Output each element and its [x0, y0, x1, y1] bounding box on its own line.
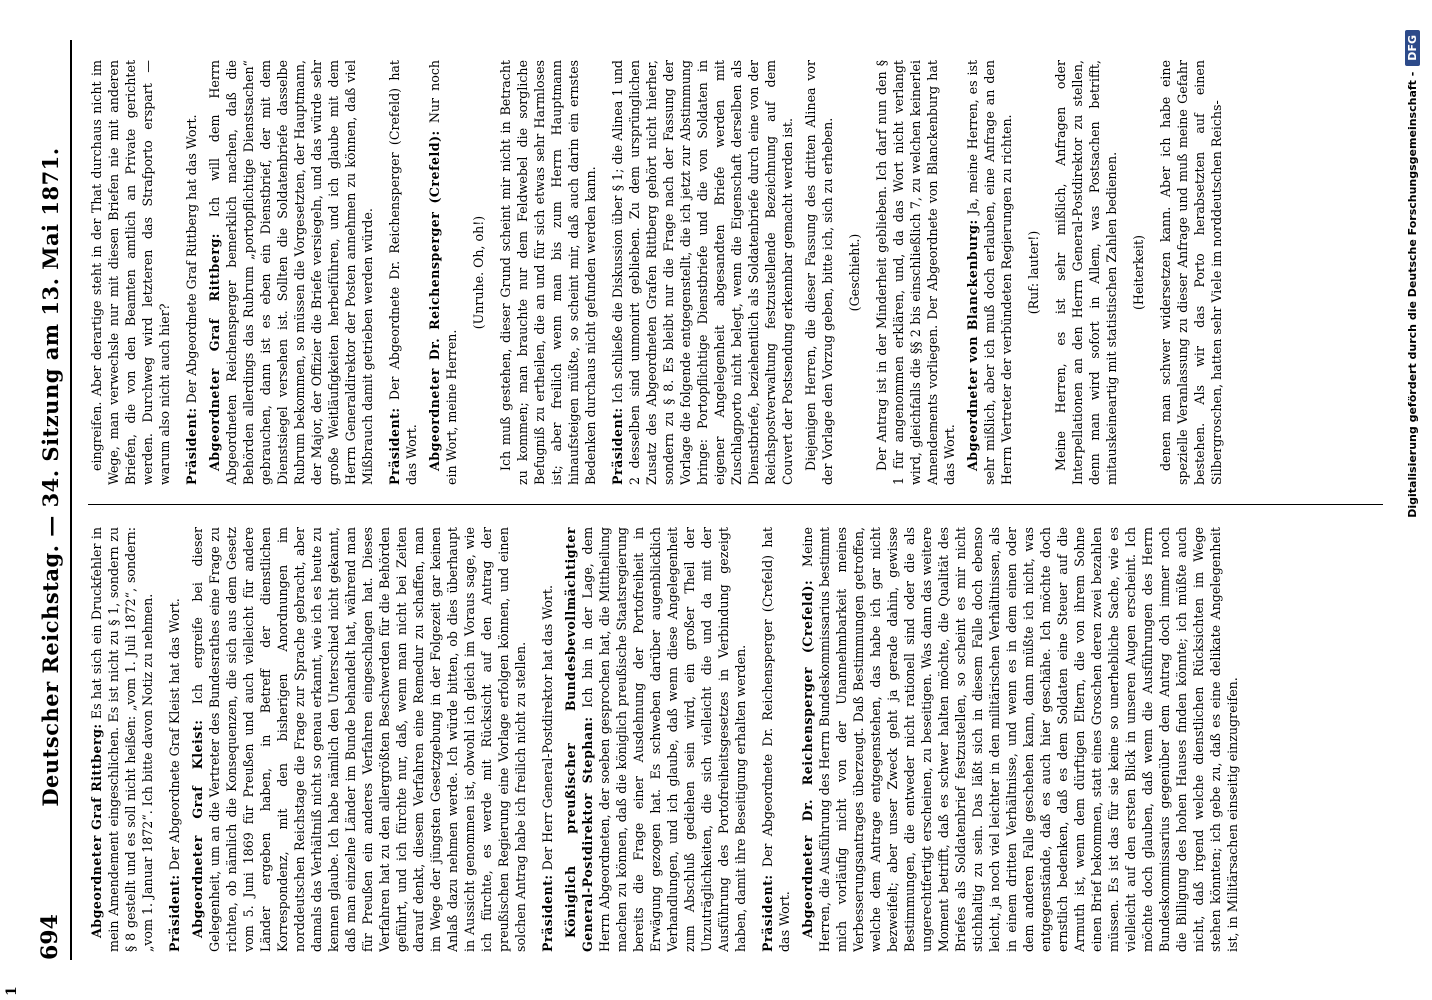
speech-text: Der Antrag ist in der Minderheit geblieben. Ich darf nun den § 1 für angenommen erklären, und, da das Wort nicht verlangt wird, gleichfalls die §§ 2 bis einschließlich 7, zu welchen keinerlei Amendements vorliegen. Der Abgeordnete von Blanckenburg hat das Wort.: [874, 60, 957, 485]
president-label: Präsident:: [760, 874, 775, 952]
paragraph: [802, 60, 836, 485]
speech-text: Ich will dem Herrn Abgeordneten Reichensperger bemerklich machen, daß die Behörden allerdings das Rubrum „portopflichtige Dienstsachen“ gebrauchen, dann ist es eben ein Dienstbrief, der mit dem Dienstsiegel versehen ist. Sollten die Soldatenbriefe dasselbe Rubrum bekommen, so müssen die Vorgesetzten, der Hauptmann, der Major, der Offizier die Briefe versiegeln, und das würde sehr große Weitläufigkeiten herbeiführen, und ich glaube mit dem Herrn Generaldirektor der Posten annehmen zu können, daß viel Mißbrauch damit getrieben werden würde.: [207, 60, 375, 485]
president-label: Präsident:: [387, 407, 402, 485]
speaker-name: Abgeordneter Dr. Reichensperger (Crefeld):: [800, 579, 815, 938]
speaker-name: Königlich preußischer Bundesbevollmächtigter General-Postdirektor Stephan:: [563, 527, 595, 952]
speech-text: Der Abgeordnete Graf Rittberg hat das Wort.: [184, 114, 199, 404]
speaker-name: Abgeordneter von Blanckenburg:: [965, 219, 980, 471]
paragraph: [166, 527, 183, 952]
dfg-logo: DFG: [1405, 30, 1420, 66]
funding-watermark: [1400, 30, 1424, 970]
speech-text: Der Abgeordnete Dr. Reichensperger (Crefeld) hat das Wort.: [760, 527, 792, 952]
paragraph: [88, 527, 156, 952]
paragraph: [88, 60, 173, 485]
president-label: Präsident:: [540, 874, 555, 952]
speaker-name: Abgeordneter Graf Kleist:: [190, 719, 205, 938]
speech-text: Ja, meine Herren, es ist sehr mißlich, aber ich muß doch erlauben, eine Anfrage an den Herrn Vertreter der verbündeten Regierungen zu richten.: [965, 60, 1014, 485]
speaker-name: Abgeordneter Graf Rittberg:: [207, 233, 222, 471]
speech-text: eingreifen. Aber derartige steht in der That durchaus nicht im Wege, man verwechsle nur mit diesen Briefen nie mit anderen Briefen, die von den Beamten amtlich an Private gerichtet werden. Durchweg wird letzteren das Strafporto erspart — warum also nicht auch hier?: [89, 60, 172, 485]
watermark-text: Digitalisierung gefördert durch die Deutsche Forschungsgemeinschaft -: [1405, 71, 1419, 518]
right-column: [88, 60, 1383, 485]
stage-direction: (Ruf: lauter!): [1026, 230, 1041, 315]
paragraph: [1157, 60, 1225, 485]
speech-text: Ich schließe die Diskussion über § 1; die Alinea 1 und 2 desselben sind unmonirt geblieben. Zu dem ursprünglichen Zusatz des Abgeordneten Grafen Rittberg gehört nicht hierher, sondern zu § 8. Es bleibt nur die Frage nach der Fassung der Vorlage die folgende entgegenstellt, die ich jetzt zur Abstimmung bringe: Portopflichtige Dienstbriefe und die von Soldaten in eigener Angelegenheit abgesandten Briefe werden mit Zuschlagporto nicht belegt, wenn die Eigenschaft derselben als Dienstbriefe, beziehentlich als Soldatenbriefe durch eine von der Reichspostverwaltung festzustellende Bezeichnung auf dem Couvert der Postsendung erkennbar gemacht werden ist.: [610, 60, 795, 485]
paragraph: [562, 527, 749, 952]
speech-text: Meine Herren, die Ausführung des Herrn Bundeskommissarius bestimmt mich vorläufig nicht von der Unannehmbarkeit meines Verbesserungsantrages überzeugt. Daß Bestimmungen getroffen, welche dem Antrage entgegenstehen, das habe ich gar nicht bezweifelt; aber unser Zweck geht ja gerade dahin, gewisse Bestimmungen, die entweder nicht rationell sind oder die als ungerechtfertigt erscheinen, zu beseitigen. Was dann das weitere Moment betrifft, daß es schwer halten möchte, die Qualität des Briefes als Soldatenbrief festzustellen, so scheint es mir nicht stichhaltig zu sein. Das läßt sich in diesem Falle doch ebenso leicht, ja noch viel leichter in den militärischen Verhältnissen, als in einem dritten Verhältnisse, und wenn es in dem einen oder dem anderen Falle geschehen kann, dann müßte ich nicht, was entgegenstände, daß es auch hier geschähe. Ich möchte doch ernstlich bedenken, daß es dem Soldaten eine Steuer auf die Armuth ist, wenn dem dürftigen Eltern, die von ihrem Sohne einen Brief bekommen, statt eines Groschen deren zwei bezahlen müssen. Es ist das für sie keine so unerhebliche Sache, wie es vielleicht auf den ersten Blick in unseren Augen erscheint. Ich möchte doch glauben, daß wenn die Ausführungen des Herrn Bundeskommissarius gegenüber dem Antrag doch immer noch die Billigung des hohen Hauses finden könnte; ich müßte auch nicht, daß irgend welche dienstlichen Rücksichten im Wege stehen könnten; ich gebe zu, daß es eine delikate Angelegenheit ist, in Militärsachen einseitig einzugreifen.: [800, 527, 1240, 952]
speech-text: Der Abgeordnete Graf Kleist hat das Wort.: [167, 598, 182, 871]
stage-direction: (Unruhe. Oh, oh!): [471, 215, 486, 330]
speech-text: Ich muß gestehen, dieser Grund scheint mir nicht in Betracht zu kommen; man brauchte nur dem Feldwebel die sorgliche Befugniß zu ertheilen, die an und für sich etwas sehr Harmloses ist; aber freilich wenn man bis zum Herrn Hauptmann hinaufsteigen müßte, so scheint mir, daß auch darin ein ernstes Bedenken durchaus nicht gefunden werden kann.: [498, 60, 598, 485]
president-label: Präsident:: [184, 407, 199, 485]
paragraph: [873, 60, 958, 485]
speech-text: Der Herr General-Postdirektor hat das Wort.: [540, 585, 555, 871]
president-label: Präsident:: [610, 407, 625, 485]
paragraph: [1052, 60, 1120, 485]
speech-text: Nur noch ein Wort, meine Herren.: [427, 60, 459, 485]
left-column: [88, 527, 1383, 952]
speech-text: Es hat sich ein Druckfehler in mein Amendement eingeschlichen. Es ist nicht zu § 1, sondern zu § 8 gestellt und es soll nicht heißen: „vom 1. Juli 1872“, sondern: „vom 1. Januar 1872“. Ich bitte davon Notiz zu nehmen.: [89, 527, 155, 952]
paragraph: [426, 60, 460, 485]
paragraph: [497, 60, 599, 485]
speech-text: Diejenigen Herren, die dieser Fassung des dritten Alinea vor der Vorlage den Vorzug geben, bitte ich, sich zu erheben.: [803, 60, 835, 485]
paragraph: [206, 60, 376, 485]
corner-mark: 1: [4, 986, 20, 996]
page-header: [30, 40, 72, 960]
paragraph: [759, 527, 793, 952]
speech-text: denen man schwer widersetzen kann. Aber ich habe eine spezielle Veranlassung zu dieser Anfrage und muß meine Gefahr bestehen. Als wir das Porto herabsetzten auf einen Silbergroschen, hatten sehr Viele im norddeutschen Reichs-: [1158, 60, 1224, 485]
speaker-name: Abgeordneter Graf Rittberg:: [89, 723, 104, 938]
stage-direction: (Heiterkeit): [1131, 235, 1146, 310]
stage-direction: (Geschieht.): [847, 233, 862, 312]
paragraph: [609, 60, 796, 485]
speech-text: Ich ergreife bei dieser Gelegenheit, um an die Vertreter des Bundesrathes eine Frage zu richten, ob nämlich die Konsequenzen, die sich aus dem Gesetz vom 5. Juni 1869 für Preußen und auch vielleicht für andere Länder ergeben haben, in Betreff der dienstlichen Korrespondenz, mit den bisherigen Anordnungen im norddeutschen Reichstage die Frage zur Sprache gebracht, aber damals das Verhältniß nicht so genau erkannt, wie ich es heute zu kennen glaube. Ich habe nämlich den Unterschied nicht gekannt, daß man einzelne Länder im Bunde behandelt hat, während man für Preußen ein anderes Verfahren eingeschlagen hat. Dieses Verfahren hat zu den allergrößten Beschwerden für die Behörden geführt, und ich fürchte nur, daß, wenn man nicht bei Zeiten darauf denkt, diesem Verfahren eine Remedur zu schaffen, man im Wege der jüngsten Gesetzgebung in der Folgezeit gar keinen Anlaß dazu nehmen werde. Ich würde bitten, ob dies überhaupt in Aussicht genommen ist, obwohl ich gleich im Voraus sage, wie ich fürchte, es werde mit Rücksicht auf den Antrag der preußischen Regierung eine Vorlage erfolgen können, und einen solchen Antrag habe ich freilich nicht zu stellen.: [190, 527, 528, 952]
column-divider: [88, 504, 1383, 505]
page-number: 694: [37, 914, 63, 960]
speech-text: Der Abgeordnete Dr. Reichensperger (Crefeld) hat das Wort.: [387, 60, 419, 485]
paragraph: [183, 60, 200, 485]
paragraph: [964, 60, 1015, 485]
paragraph: [799, 527, 1241, 952]
paragraph: [539, 527, 556, 952]
president-label: Präsident:: [167, 874, 182, 952]
running-title: Deutscher Reichstag. — 34. Sitzung am 13. Mai 1871.: [37, 147, 63, 807]
speaker-name: Abgeordneter Dr. Reichensperger (Crefeld):: [427, 130, 442, 471]
paragraph: [189, 527, 529, 952]
speech-text: Meine Herren, es ist sehr mißlich, Anfragen oder Interpellationen an den Herrn General-Postdirektor zu stellen, denn man wird sofort in Allem, was Postsachen betrifft, mitauskeineartig mit statistischen Zahlen bedienen.: [1053, 60, 1119, 485]
speech-text: Ich bin in der Lage, dem Herrn Abgeordneten, der soeben gesprochen hat, die Mittheilung machen zu können, daß die königlich preußische Staatsregierung bereits die Frage einer Ausdehnung der Portofreiheit in Erwägung gezogen hat. Es schweben darüber augenblicklich Verhandlungen, und ich glaube, daß wenn diese Angelegenheit zum Abschluß gediehen sein wird, ein großer Theil der Unzuträglichkeiten, die sich vielleicht die und da mit der Ausführung des Portofreiheitsgesetzes in Verbindung gezeigt haben, damit ihre Beseitigung erhalten werden.: [580, 527, 748, 952]
paragraph: [386, 60, 420, 485]
